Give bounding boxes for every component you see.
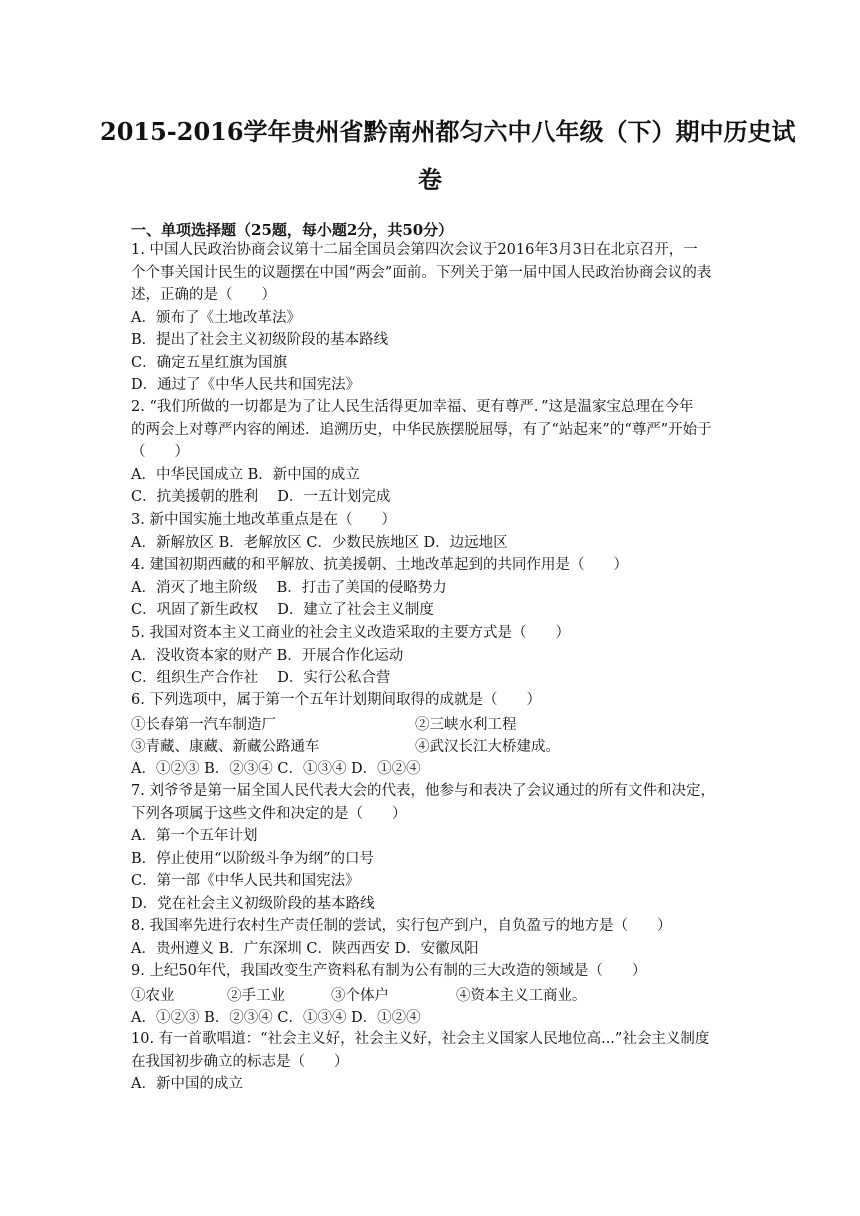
option-c: C．确定五星红旗为国旗 <box>131 354 288 371</box>
question-stem: 在我国初步确立的标志是（ ） <box>131 1053 349 1070</box>
option-c: C．第一部《中华人民共和国宪法》 <box>131 873 360 889</box>
item-1: ①农业 <box>131 988 175 1004</box>
question-6-items-row2 <box>131 735 560 756</box>
question-stem: （ ） <box>131 444 189 460</box>
option-row: A．没收资本家的财产 B．开展合作化运动 <box>131 647 404 664</box>
item-3: ③青藏、康藏、新藏公路通车 <box>131 739 320 755</box>
question-6-options: A．①②③ B．②③④ C．①③④ D．①②④ <box>131 761 421 777</box>
question-2 <box>131 396 731 509</box>
option-a: A．第一个五年计划 <box>131 828 258 844</box>
option-d: D．通过了《中华人民共和国宪法》 <box>131 377 361 393</box>
question-stem: 个个事关国计民生的议题摆在中国“两会”面前。下列关于第一届中国人民政治协商会议的表 <box>131 264 712 281</box>
item-3: ③个体户 <box>331 988 389 1004</box>
question-5 <box>131 622 731 690</box>
option-row: A．贵州遵义 B．广东深圳 C．陕西西安 D．安徽凤阳 <box>131 940 479 957</box>
option-row: C．巩固了新生政权 D．建立了社会主义制度 <box>131 602 434 618</box>
question-stem: 9. 上纪50年代，我国改变生产资料私有制为公有制的三大改造的领域是（ ） <box>131 963 647 979</box>
question-stem: 10. 有一首歌唱道：“社会主义好，社会主义好，社会主义国家人民地位高...”社会主义制度 <box>131 1031 710 1047</box>
question-stem: 的两会上对尊严内容的阐述．追溯历史，中华民族摆脱屈辱，有了“站起来”的“尊严”开始于 <box>131 421 712 438</box>
question-stem: 3. 新中国实施土地改革重点是在（ ） <box>131 512 396 528</box>
option-d: D．党在社会主义初级阶段的基本路线 <box>131 895 375 912</box>
question-4 <box>131 554 731 622</box>
question-stem: 6. 下列选项中，属于第一个五年计划期间取得的成就是（ ） <box>131 692 541 708</box>
item-2: ②三峡水利工程 <box>415 717 517 733</box>
question-stem: 2. “我们所做的一切都是为了让人民生活得更加幸福、更有尊严．”这是温家宝总理在今年 <box>131 399 694 415</box>
question-6 <box>131 689 731 712</box>
option-row: A．中华民国成立 B．新中国的成立 <box>131 466 360 483</box>
question-stem: 5. 我国对资本主义工商业的社会主义改造采取的主要方式是（ ） <box>131 625 570 641</box>
option-row: A．新解放区 B．老解放区 C．少数民族地区 D．边远地区 <box>131 534 508 551</box>
question-stem: 1. 中国人民政治协商会议第十二届全国员会第四次会议于2016年3月3日在北京召开，一 <box>131 242 698 258</box>
section-heading: 一、单项选择题（25题，每小题2分，共50分） <box>131 221 454 239</box>
item-1: ①长春第一汽车制造厂 <box>131 717 276 733</box>
option-b: B．停止使用“以阶级斗争为纲”的口号 <box>131 850 374 867</box>
question-7 <box>131 780 731 915</box>
question-9 <box>131 960 731 983</box>
item-4: ④武汉长江大桥建成。 <box>415 739 560 755</box>
item-4: ④资本主义工商业。 <box>456 988 587 1004</box>
question-9-items <box>131 984 587 1005</box>
question-8 <box>131 915 731 960</box>
question-1 <box>131 239 731 397</box>
page-title-line2: 卷 <box>418 165 442 194</box>
question-9-options: A．①②③ B．②③④ C．①③④ D．①②④ <box>131 1010 421 1026</box>
option-row: C．抗美援朝的胜利 D．一五计划完成 <box>131 489 391 505</box>
question-10 <box>131 1028 731 1096</box>
option-row: A．消灭了地主阶级 B．打击了美国的侵略势力 <box>131 579 447 596</box>
question-stem: 述，正确的是（ ） <box>131 287 276 303</box>
question-stem: 7. 刘爷爷是第一届全国人民代表大会的代表，他参与和表决了会议通过的所有文件和决定， <box>131 783 715 799</box>
item-2: ②手工业 <box>227 988 285 1004</box>
question-stem: 下列各项属于这些文件和决定的是（ ） <box>131 805 407 822</box>
option-row: C．组织生产合作社 D．实行公私合营 <box>131 670 391 686</box>
question-3 <box>131 509 731 554</box>
option-b: B．提出了社会主义初级阶段的基本路线 <box>131 332 389 348</box>
question-stem: 8. 我国率先进行农村生产责任制的尝试，实行包产到户，自负盈亏的地方是（ ） <box>131 918 672 934</box>
option-a: A．颁布了《土地改革法》 <box>131 309 301 326</box>
option-a: A．新中国的成立 <box>131 1076 243 1092</box>
page-title-line1: 2015-2016学年贵州省黔南州都匀六中八年级（下）期中历史试 <box>100 117 796 146</box>
question-6-items-row1 <box>131 713 517 734</box>
question-stem: 4. 建国初期西藏的和平解放、抗美援朝、土地改革起到的共同作用是（ ） <box>131 557 628 573</box>
